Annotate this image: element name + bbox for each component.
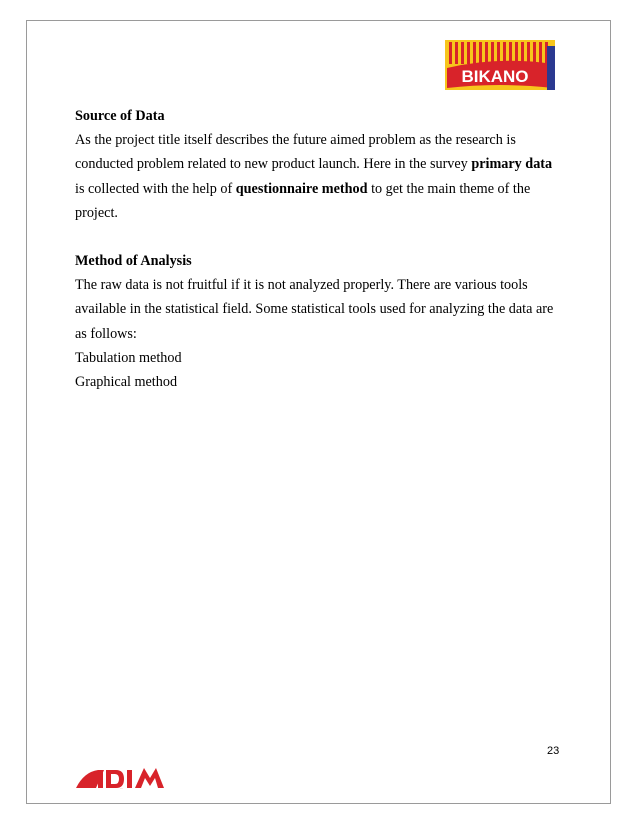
paragraph-method-of-analysis: The raw data is not fruitful if it is not analyzed properly. There are various tools available in the statistical field. Some statistical tools used for analyzing the data are as follows: [75, 277, 554, 342]
svg-text:BIKANO: BIKANO [461, 67, 529, 86]
paragraph-source-of-data [75, 128, 565, 225]
page-number: 23 [547, 745, 560, 757]
list-item: Tabulation method [75, 349, 182, 366]
list-item: Graphical method [75, 374, 178, 391]
svg-text:NDIM: NDIM [120, 789, 123, 790]
section-heading-source-of-data: Source of Data [75, 108, 165, 124]
text-span: is collected with the help of [75, 180, 236, 197]
bold-questionnaire-method: questionnaire method [235, 180, 368, 197]
document-body [75, 104, 565, 394]
section-heading-method-of-analysis: Method of Analysis [75, 253, 192, 270]
bold-primary-data: primary data [471, 156, 553, 173]
bikano-logo-icon [443, 38, 557, 92]
ndim-logo-icon [74, 764, 166, 790]
text-span: As the project title itself describes the future aimed problem as the research is conducted problem related to new product launch. Here in the survey [75, 132, 516, 173]
spacer [75, 225, 565, 249]
text-span: to get the main theme of the project. [75, 180, 531, 221]
